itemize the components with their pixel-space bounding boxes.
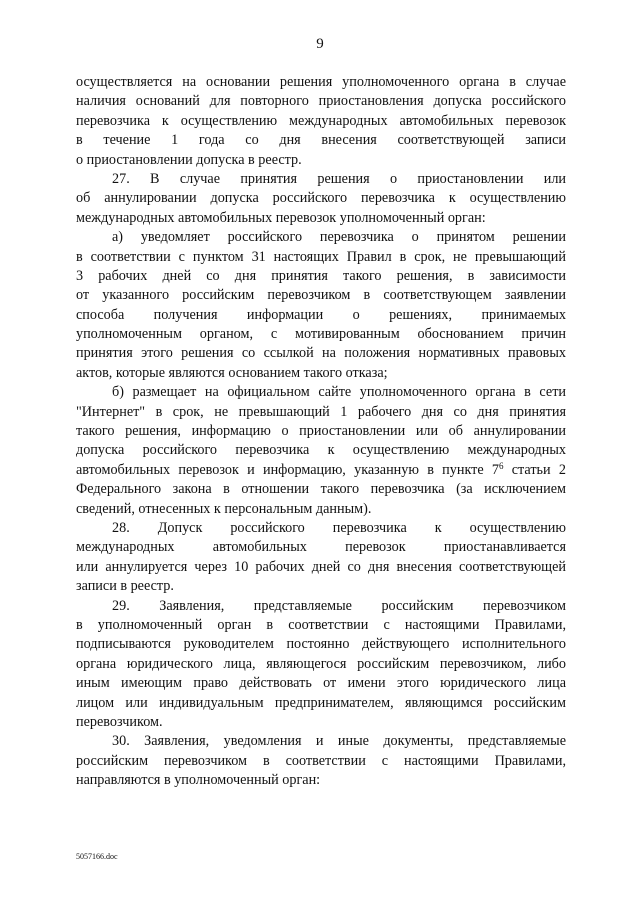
text-line: направляются в уполномоченный орган:: [76, 772, 321, 789]
text-line: от указанного российским перевозчиком в соответствующем заявлении: [76, 287, 566, 304]
text-line: Федерального закона в отношении такого перевозчика (за исключением: [76, 481, 566, 498]
text-line: осуществляется на основании решения уполномоченного органа в случае: [76, 74, 566, 90]
paragraph-p0: [76, 73, 566, 170]
text-line: допуска российского перевозчика к осуществлению международных: [76, 442, 566, 459]
text-line: перевозчика к осуществлению международных автомобильных перевозок: [76, 112, 566, 129]
text-line: 30. Заявления, уведомления и иные документы, представляемые: [112, 733, 566, 750]
text-line: 28. Допуск российского перевозчика к осуществлению: [112, 519, 566, 536]
page-number: 9: [316, 36, 324, 52]
text-line: органа юридического лица, являющегося российским перевозчиком, либо: [76, 655, 566, 672]
text-line: о приостановлении допуска в реестр.: [76, 151, 302, 168]
paragraph-p27b: [76, 383, 566, 519]
paragraph-p28: [76, 519, 566, 597]
text-line: 29. Заявления, представляемые российским перевозчиком: [112, 597, 566, 614]
text-line: 27. В случае принятия решения о приостановлении или: [112, 170, 566, 187]
paragraph-p29: [76, 597, 566, 733]
text-line: принятия этого решения со ссылкой на положения нормативных правовых: [76, 345, 566, 362]
paragraph-p27a: [76, 228, 566, 383]
text-line: в течение 1 года со дня внесения соответствующей записи: [76, 132, 566, 149]
text-line: а) уведомляет российского перевозчика о принятом решении: [112, 229, 566, 246]
text-line: 3 рабочих дней со дня принятия такого решения, в зависимости: [76, 267, 566, 284]
text-line: российским перевозчиком в соответствии с настоящими Правилами,: [76, 752, 566, 769]
text-line: подписываются руководителем постоянно действующего исполнительного: [76, 636, 566, 653]
text-line: лицом или индивидуальным предпринимателем, являющимся российским: [76, 694, 566, 711]
text-line: или аннулируется через 10 рабочих дней со дня внесения соответствующей: [76, 558, 566, 575]
text-line: в соответствии с пунктом 31 настоящих Правил в срок, не превышающий: [76, 248, 566, 265]
superscript: 6: [499, 460, 504, 471]
text-line: перевозчиком.: [76, 713, 163, 730]
text-line: уполномоченным органом, с мотивированным обоснованием причин: [76, 326, 566, 343]
text-line: актов, которые являются основанием такого отказа;: [76, 364, 388, 381]
text-line: международных автомобильных перевозок уполномоченный орган:: [76, 209, 486, 226]
text-line: сведений, отнесенных к персональным данным).: [76, 500, 372, 517]
paragraph-p27: [76, 170, 566, 228]
text-line: наличия оснований для повторного приостановления допуска российского: [76, 93, 566, 110]
text-line: международных автомобильных перевозок приостанавливается: [76, 539, 566, 556]
paragraph-p30: [76, 732, 566, 790]
text-line: иным имеющим право действовать от имени этого юридического лица: [76, 675, 566, 692]
text-line: такого решения, информацию о приостановлении или об аннулировании: [76, 423, 566, 440]
text-line: автомобильных перевозок и информацию, указанную в пункте $7^6$ статьи 2: [76, 460, 566, 478]
text-line: записи в реестр.: [76, 578, 174, 595]
document-body: [76, 73, 566, 790]
text-line: об аннулировании допуска российского перевозчика к осуществлению: [76, 190, 566, 207]
text-line: способа получения информации о решениях, принимаемых: [76, 306, 566, 323]
text-line: в уполномоченный орган в соответствии с настоящими Правилами,: [76, 616, 566, 633]
text-line: б) размещает на официальном сайте уполномоченного органа в сети: [112, 384, 566, 401]
text-line: "Интернет" в срок, не превышающий 1 рабочего дня со дня принятия: [76, 403, 566, 420]
footer-file-code: 5057166.doc: [76, 852, 118, 861]
